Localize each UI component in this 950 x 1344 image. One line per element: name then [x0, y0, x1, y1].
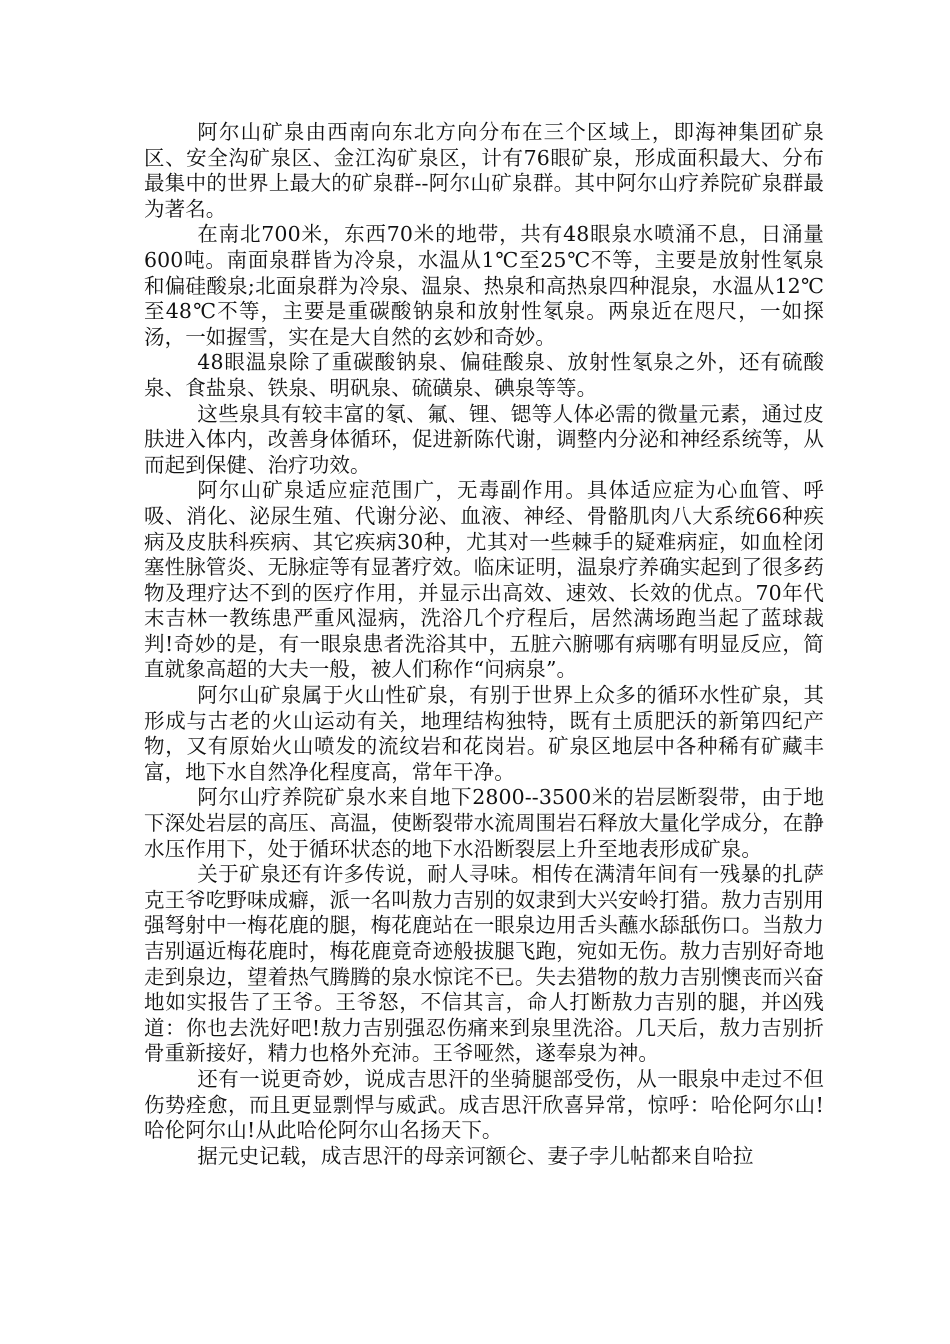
paragraph-3: 48眼温泉除了重碳酸钠泉、偏硅酸泉、放射性氡泉之外，还有硫酸泉、食盐泉、铁泉、明矾泉、硫磺泉、碘泉等等。: [144, 350, 824, 400]
paragraph-4: 这些泉具有较丰富的氡、氟、锂、锶等人体必需的微量元素，通过皮肤进入体内，改善身体循环，促进新陈代谢，调整内分泌和神经系统等，从而起到保健、治疗功效。: [144, 401, 824, 477]
paragraph-1: 阿尔山矿泉由西南向东北方向分布在三个区域上，即海神集团矿泉区、安全沟矿泉区、金江沟矿泉区，计有76眼矿泉，形成面积最大、分布最集中的世界上最大的矿泉群--阿尔山矿泉群。其中阿尔山疗养院矿泉群最为著名。: [144, 120, 824, 221]
paragraph-7: 阿尔山疗养院矿泉水来自地下2800--3500米的岩层断裂带，由于地下深处岩层的高压、高温，使断裂带水流周围岩石释放大量化学成分，在静水压作用下，处于循环状态的地下水沿断裂层上升至地表形成矿泉。: [144, 785, 824, 861]
paragraph-6: 阿尔山矿泉属于火山性矿泉，有别于世界上众多的循环水性矿泉，其形成与古老的火山运动有关，地理结构独特，既有土质肥沃的新第四纪产物，又有原始火山喷发的流纹岩和花岗岩。矿泉区地层中各种稀有矿藏丰富，地下水自然净化程度高，常年干净。: [144, 683, 824, 784]
paragraph-10: 据元史记载，成吉思汗的母亲诃额仑、妻子孛儿帖都来自哈拉: [197, 1143, 754, 1168]
document-body: [144, 120, 824, 1169]
paragraph-8: 关于矿泉还有许多传说，耐人寻味。相传在满清年间有一残暴的扎萨克王爷吃野味成癖，派一名叫敖力吉别的奴隶到大兴安岭打猎。敖力吉别用强弩射中一梅花鹿的腿，梅花鹿站在一眼泉边用舌头蘸水舔舐伤口。当敖力吉别逼近梅花鹿时，梅花鹿竟奇迹般拔腿飞跑，宛如无伤。敖力吉别好奇地走到泉边，望着热气腾腾的泉水惊诧不已。失去猎物的敖力吉别懊丧而兴奋地如实报告了王爷。王爷怒，不信其言，命人打断敖力吉别的腿，并凶残道：你也去洗好吧!敖力吉别强忍伤痛来到泉里洗浴。几天后，敖力吉别折骨重新接好，精力也格外充沛。王爷哑然，遂奉泉为神。: [144, 862, 824, 1066]
paragraph-5: 阿尔山矿泉适应症范围广，无毒副作用。具体适应症为心血管、呼吸、消化、泌尿生殖、代谢分泌、血液、神经、骨骼肌肉八大系统66种疾病及皮肤科疾病、其它疾病30种，尤其对一些棘手的疑难病症，如血栓闭塞性脉管炎、无脉症等有显著疗效。临床证明，温泉疗养确实起到了很多药物及理疗达不到的医疗作用，并显示出高效、速效、长效的优点。70年代末吉林一教练患严重风湿病，洗浴几个疗程后，居然满场跑当起了蓝球裁判!奇妙的是，有一眼泉患者洗浴其中，五脏六腑哪有病哪有明显反应，简直就象高超的大夫一般，被人们称作“问病泉”。: [144, 478, 824, 682]
paragraph-2: 在南北700米，东西70米的地带，共有48眼泉水喷涌不息，日涌量600吨。南面泉群皆为冷泉，水温从1℃至25℃不等，主要是放射性氡泉和偏硅酸泉;北面泉群为冷泉、温泉、热泉和高热泉四种混泉，水温从12℃至48℃不等，主要是重碳酸钠泉和放射性氡泉。两泉近在咫尺，一如探汤，一如握雪，实在是大自然的玄妙和奇妙。: [144, 222, 824, 349]
paragraph-9: 还有一说更奇妙，说成吉思汗的坐骑腿部受伤，从一眼泉中走过不但伤势痊愈，而且更显剽悍与威武。成吉思汗欣喜异常，惊呼：哈伦阿尔山!哈伦阿尔山!从此哈伦阿尔山名扬天下。: [144, 1066, 824, 1143]
